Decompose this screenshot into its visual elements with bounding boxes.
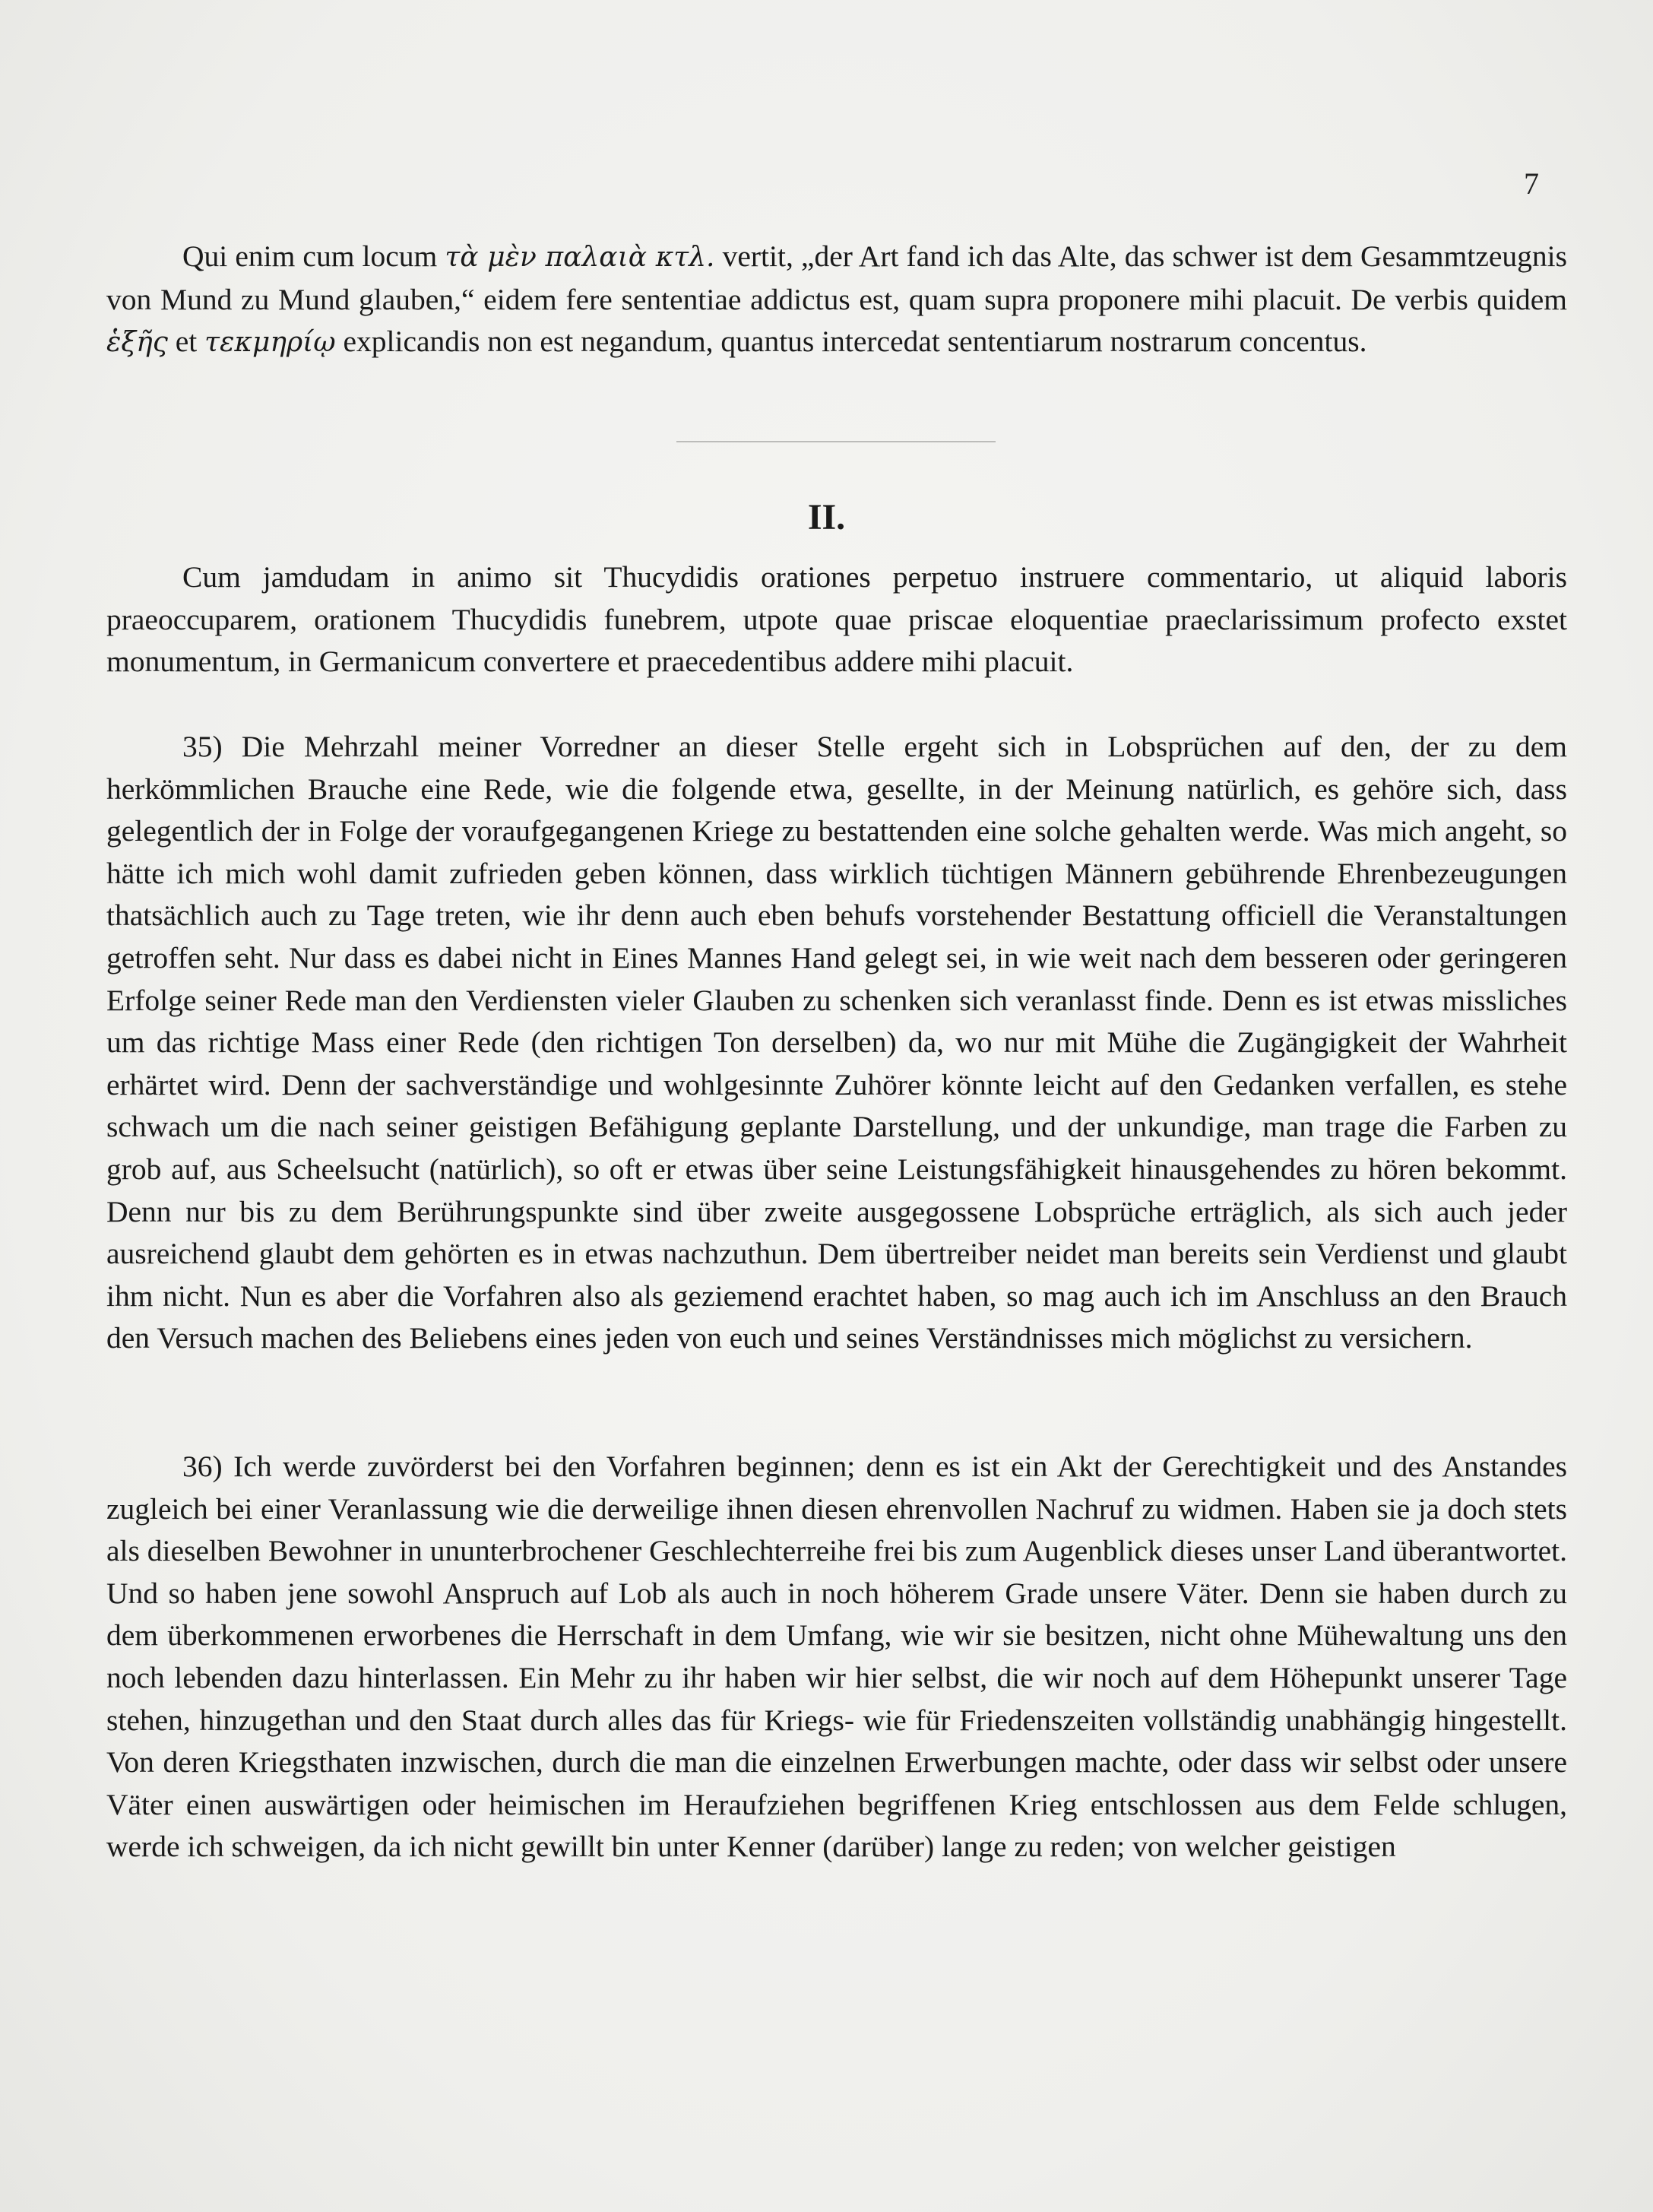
faint-rule xyxy=(676,441,996,442)
paragraph-35: 35) Die Mehrzahl meiner Vorredner an dieser Stelle ergeht sich in Lobsprüchen auf den, der zu dem herkömmlichen Brauche eine Rede, wie die folgende etwa, gesellte, in der Meinung natürlich, es gehöre sich, dass gelegentlich der in Folge der voraufgegangenen Kriege zu bestattenden eine solche gehalten werde. Was mich angeht, so hätte ich mich wohl damit zufrieden geben können, dass wirklich tüchtigen Männern gebührende Ehrenbezeugungen thatsächlich auch zu Tage treten, wie ihr denn auch eben behufs vorstehender Bestattung officiell die Veranstaltungen getroffen seht. Nur dass es dabei nicht in Eines Mannes Hand gelegt sei, in wie weit nach dem besseren oder geringeren Erfolge seiner Rede man den Verdiensten vieler Glauben zu schenken sich veranlasst finde. Denn es ist etwas missliches um das richtige Mass einer Rede (den richtigen Ton derselben) da, wo nur mit Mühe die Zugängigkeit der Wahrheit erhärtet wird. Denn der sachverständige und wohlgesinnte Zuhörer könnte leicht auf den Gedanken verfallen, es stehe schwach um die nach seiner geistigen Befähigung geplante Darstellung, und der unkundige, man trage die Farben zu grob auf, aus Scheelsucht (natürlich), so oft er etwas über seine Leistungsfähigkeit hinausgehendes zu hören bekommt. Denn nur bis zu dem Berührungspunkte sind über zweite ausgegossene Lobsprüche erträglich, als sich auch jeder ausreichend glaubt dem gehörten es in etwas nachzuthun. Dem übertreiber neidet man bereits sein Verdienst und glaubt ihm nicht. Nun es aber die Vorfahren also als geziemend erachtet haben, so mag auch ich im Anschluss an den Brauch den Versuch machen des Beliebens eines jeden von euch und seines Verständnisses mich möglichst zu versichern. xyxy=(106,730,1567,1355)
paragraph-36: 36) Ich werde zuvörderst bei den Vorfahren beginnen; denn es ist ein Akt der Gerechtigkeit und des Anstandes zugleich bei einer Veranlassung wie die derweilige ihnen diesen ehrenvollen Nachruf zu widmen. Haben sie ja doch stets als dieselben Bewohner in ununterbrochener Geschlechterreihe frei bis zum Augenblick dieses unser Land überantwortet. Und so haben jene sowohl Anspruch auf Lob als auch in noch höherem Grade unsere Väter. Denn sie haben durch zu dem überkommenen erworbenes die Herrschaft in dem Umfang, wie wir sie besitzen, nicht ohne Mühewaltung uns den noch lebenden dazu hinterlassen. Ein Mehr zu ihr haben wir hier selbst, die wir noch auf dem Höhepunkt unserer Tage stehen, hinzugethan und den Staat durch alles das für Kriegs- wie für Friedenszeiten vollständig unabhängig hingestellt. Von deren Kriegsthaten inzwischen, durch die man die einzelnen Erwerbungen machte, oder dass wir selbst oder unsere Väter einen auswärtigen oder heimischen im Heraufziehen begriffenen Krieg entschlossen aus dem Felde schlugen, werde ich schweigen, da ich nicht gewillt bin unter Kenner (darüber) lange zu reden; von welcher geistigen xyxy=(106,1450,1567,1864)
intro-paragraph xyxy=(106,236,1567,364)
section-heading: II. xyxy=(807,497,846,537)
greek-word-2: ἑξῆς xyxy=(106,327,168,359)
intro-text-4: explicandis non est negandum, quantus intercedat sententiarum nostrarum concentus. xyxy=(335,325,1367,359)
intro-text-3: et xyxy=(167,325,205,359)
section-intro-paragraph: Cum jamdudam in animo sit Thucydidis orationes perpetuo instruere commentario, ut aliquid laboris praeoccuparem, orationem Thucydidis funebrem, utpote quae priscae eloquentiae praeclarissimum profecto exstet monumentum, in Germanicum convertere et praecedentibus addere mihi placuit. xyxy=(106,560,1567,679)
intro-text-1: Qui enim cum locum xyxy=(182,239,445,273)
greek-quote-1: τὰ μὲν παλαιὰ κτλ. xyxy=(445,242,715,273)
intro-text-2: vertit, „der Art fand ich das Alte, das schwer ist dem Gesammtzeugnis von Mund zu Mund glauben,“ eidem fere sententiae addictus est, quam supra proponere mihi placuit. De verbis quidem xyxy=(106,239,1567,316)
greek-word-3: τεκμηρίῳ xyxy=(204,327,336,359)
page-number: 7 xyxy=(1524,166,1539,201)
